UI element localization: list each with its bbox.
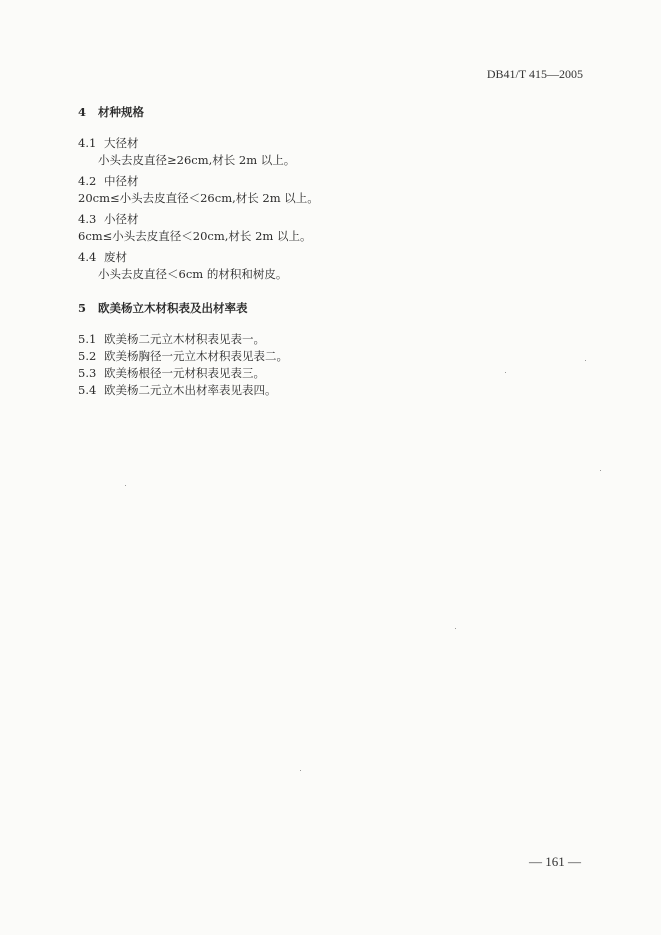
clause-4-2 [78,173,578,207]
clause-text: 小头去皮直径≥26cm,材长 2m 以上。 [98,153,296,167]
clause-4-4 [78,249,578,283]
section-number: 4 [78,105,87,119]
clause-text: 6cm≤小头去皮直径＜20cm,材长 2m 以上。 [78,229,312,243]
document-body [78,104,578,399]
clause-title: 小径材 [104,212,139,226]
clause-text: 20cm≤小头去皮直径＜26cm,材长 2m 以上。 [78,191,319,205]
scan-speck [600,470,601,471]
clause-5-3 [78,365,578,382]
section-heading-4 [78,104,578,121]
clause-5-4 [78,382,578,399]
clause-number: 5.1 [78,332,97,346]
clause-title: 中径材 [104,174,139,188]
clause-4-3 [78,211,578,245]
clause-5-1 [78,331,578,348]
scan-speck [455,628,456,629]
clause-number: 5.3 [78,366,97,380]
document-id: DB41/T 415—2005 [486,67,583,81]
clause-text: 欧美杨胸径一元立木材积表见表二。 [104,349,288,363]
clause-number: 4.4 [78,250,97,264]
clause-number: 4.2 [78,174,97,188]
section-title: 材种规格 [98,105,144,119]
scan-speck [125,485,126,486]
section-heading-5 [78,300,578,317]
clause-number: 4.1 [78,136,97,150]
clause-4-1 [78,135,578,169]
section-5-list [78,331,578,399]
clause-number: 4.3 [78,212,97,226]
clause-text: 欧美杨二元立木材积表见表一。 [104,332,265,346]
scan-speck [300,770,301,771]
scan-speck [505,372,506,373]
section-title: 欧美杨立木材积表及出材率表 [98,301,248,315]
clause-title: 废材 [104,250,127,264]
clause-text: 欧美杨二元立木出材率表见表四。 [104,383,277,397]
scan-speck [585,360,586,361]
clause-number: 5.2 [78,349,97,363]
clause-text: 欧美杨根径一元材积表见表三。 [104,366,265,380]
clause-text: 小头去皮直径＜6cm 的材积和树皮。 [98,267,288,281]
clause-5-2 [78,348,578,365]
page-number: — 161 — [529,854,581,869]
clause-title: 大径材 [104,136,139,150]
clause-number: 5.4 [78,383,97,397]
section-number: 5 [78,301,87,315]
